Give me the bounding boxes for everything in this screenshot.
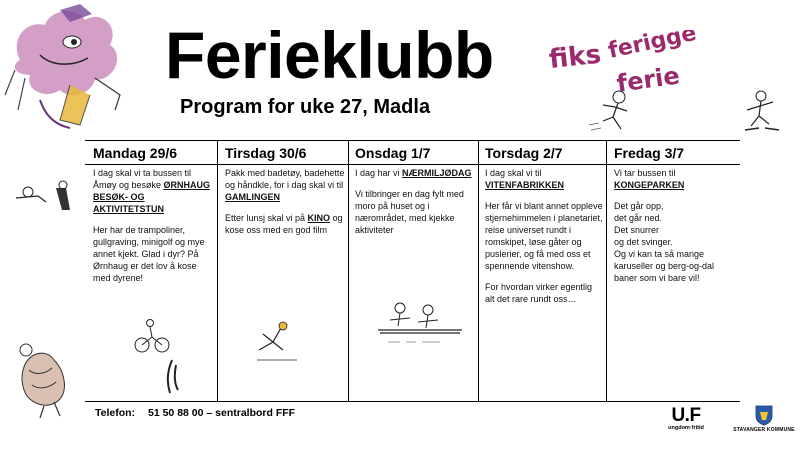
day-paragraph: I dag skal vi ta bussen til Åmøy og besøke ØRNHAUG BESØK- OG AKTIVITETSTUN xyxy=(93,168,211,214)
destination-link: NÆRMILJØDAG xyxy=(402,168,472,178)
program-table xyxy=(85,140,740,402)
day-heading-wednesday: Onsdag 1/7 xyxy=(355,145,431,161)
stavanger-kommune-logo xyxy=(728,404,800,433)
destination-link: KONGEPARKEN xyxy=(614,180,685,190)
day-paragraph: I dag skal vi til VITENFABRIKKEN xyxy=(485,168,565,190)
slogan-word-1: fiks xyxy=(548,39,603,75)
day-paragraph: Her har de trampoliner, gullgraving, minigolf og mye annet kjekt. Glad i dyr? På Ørnhaug er det lov å kose med dyrene! xyxy=(93,225,205,283)
slogan-word-3: ferie xyxy=(614,61,682,98)
ungdom-fritid-logo xyxy=(662,406,710,432)
day-cell-monday xyxy=(93,167,213,293)
day-cell-tuesday xyxy=(225,167,345,245)
day-heading-thursday: Torsdag 2/7 xyxy=(485,145,563,161)
footer-phone-label: Telefon: xyxy=(95,407,136,419)
left-figure-sketch xyxy=(8,180,78,220)
day-paragraph: Etter lunsj skal vi på KINO og kose oss med en god film xyxy=(225,213,343,235)
column-divider xyxy=(348,140,349,402)
boat-crew-sketch xyxy=(370,298,470,353)
day-cell-thursday xyxy=(485,167,603,314)
table-rule-top xyxy=(85,140,740,141)
day-heading-friday: Fredag 3/7 xyxy=(614,145,685,161)
day-paragraph: Det går opp, det går ned. Det snurrer og det svinger. Og vi kan ta så mange karuseller og berg-og-dal baner som vi bare vil! xyxy=(614,201,715,283)
ungdom-fritid-logo-mark: U.F xyxy=(671,405,701,426)
destination-link: ØRNHAUG BESØK- OG AKTIVITETSTUN xyxy=(93,180,211,214)
skater-sketch xyxy=(735,88,785,138)
destination-link: KINO xyxy=(307,213,331,223)
day-heading-monday: Mandag 29/6 xyxy=(93,145,178,161)
page-title: Ferieklubb xyxy=(165,18,494,92)
day-heading-tuesday: Tirsdag 30/6 xyxy=(225,145,307,161)
day-cell-wednesday xyxy=(355,167,473,245)
day-paragraph: Vi tar bussen til KONGEPARKEN xyxy=(614,168,685,190)
destination-link: GAMLINGEN xyxy=(225,192,280,202)
column-divider xyxy=(606,140,607,402)
day-paragraph: Vi tilbringer en dag fylt med moro på huset og i nærområdet, med kjekke aktiviteter xyxy=(355,189,464,235)
day-paragraph: I dag har vi NÆRMILJØDAG xyxy=(355,168,472,178)
runner-sketch xyxy=(585,85,645,135)
day-cell-friday xyxy=(614,167,736,293)
column-divider xyxy=(217,140,218,402)
slogan-word-2: ferigge xyxy=(606,30,698,64)
cyclist-sketch xyxy=(130,315,190,395)
footer-phone-number: 51 50 88 00 – sentralbord FFF xyxy=(148,407,296,419)
ungdom-fritid-logo-text: ungdom·fritid xyxy=(668,425,704,431)
page-subtitle: Program for uke 27, Madla xyxy=(180,96,431,118)
table-rule-header xyxy=(85,164,740,165)
day-paragraph: Pakk med badetøy, badehette og håndkle, for i dag skal vi til GAMLINGEN xyxy=(225,168,345,202)
left-creature-sketch xyxy=(4,340,84,420)
destination-link: VITENFABRIKKEN xyxy=(485,180,565,190)
column-divider xyxy=(478,140,479,402)
coat-of-arms-icon xyxy=(754,404,774,426)
table-rule-bottom xyxy=(85,401,740,402)
day-paragraph: For hvordan virker egentlig alt det rare rundt oss… xyxy=(485,282,593,304)
diver-sketch xyxy=(253,320,303,365)
mascot-illustration xyxy=(0,0,160,140)
day-paragraph: Her får vi blant annet oppleve stjernehimmelen i planetariet, reise universet rundt i romskipet, løse gåter og puslerier, og få med oss et spennende vitenshow. xyxy=(485,201,603,271)
stavanger-kommune-text: STAVANGER KOMMUNE xyxy=(733,427,795,433)
